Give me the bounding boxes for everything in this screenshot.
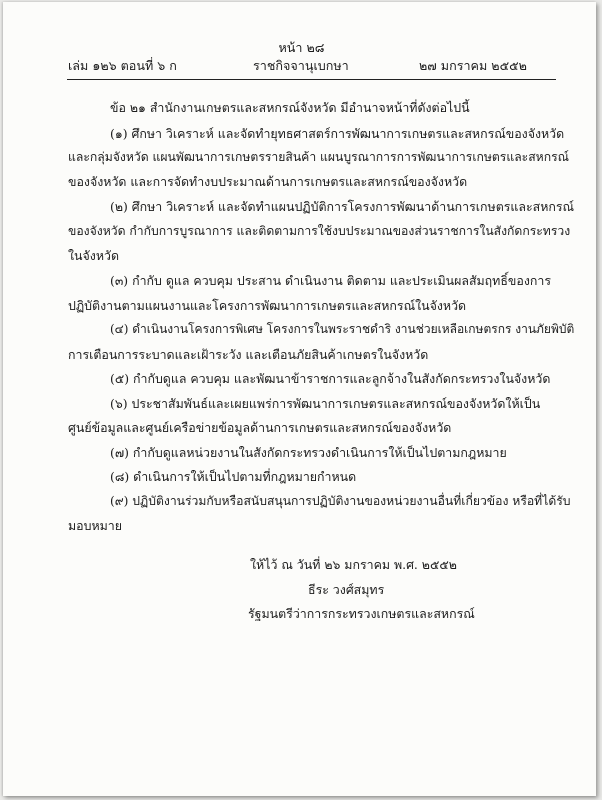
clause-2-line-3: ในจังหวัด [68, 248, 120, 263]
clause-1-line-2: และกลุ่มจังหวัด แผนพัฒนาการเกษตรรายสินค้า แผนบูรณาการการพัฒนาการเกษตรและสหกรณ์ [68, 150, 569, 164]
publication-date: ๒๗ มกราคม ๒๕๕๒ [419, 58, 527, 73]
clause-2-line-1: (๒) ศึกษา วิเคราะห์ และจัดทำแผนปฏิบัติการโครงการพัฒนาด้านการเกษตรและสหกรณ์ [110, 199, 575, 214]
signatory-name: ธีระ วงศ์สมุทร [308, 582, 385, 597]
volume-issue: เล่ม ๑๒๖ ตอนที่ ๖ ก [68, 58, 177, 73]
clause-3-line-2: ปฏิบัติงานตามแผนงานและโครงการพัฒนาการเกษตรและสหกรณ์ในจังหวัด [68, 298, 467, 313]
clause-2-line-2: ของจังหวัด กำกับการบูรณาการ และติดตามการใช้งบประมาณของส่วนราชการในสังกัดกระทรวง [68, 224, 571, 238]
given-on-date: ให้ไว้ ณ วันที่ ๒๖ มกราคม พ.ศ. ๒๕๕๒ [250, 557, 457, 572]
publication-name: ราชกิจจานุเบกษา [253, 58, 349, 73]
document-page [3, 2, 596, 796]
clause-6-line-1: (๖) ประชาสัมพันธ์และเผยแพร่การพัฒนาการเกษตรและสหกรณ์ของจังหวัดให้เป็น [110, 396, 541, 411]
clause-1-line-1: (๑) ศึกษา วิเคราะห์ และจัดทำยุทธศาสตร์การพัฒนาการเกษตรและสหกรณ์ของจังหวัด [110, 126, 565, 141]
clause-4-line-1: (๔) ดำเนินงานโครงการพิเศษ โครงการในพระราชดำริ งานช่วยเหลือเกษตรกร งานภัยพิบัติ [110, 322, 575, 336]
header-rule [67, 79, 556, 80]
clause-8-line-1: (๘) ดำเนินการให้เป็นไปตามที่กฎหมายกำหนด [110, 469, 357, 484]
clause-7-line-1: (๗) กำกับดูแลหน่วยงานในสังกัดกระทรวงดำเนินการให้เป็นไปตามกฎหมาย [110, 445, 507, 460]
clause-5-line-1: (๕) กำกับดูแล ควบคุม และพัฒนาข้าราชการและลูกจ้างในสังกัดกระทรวงในจังหวัด [110, 371, 551, 386]
clause-9-line-1: (๙) ปฏิบัติงานร่วมกับหรือสนับสนุนการปฏิบัติงานของหน่วยงานอื่นที่เกี่ยวข้อง หรือที่ได้รับ [110, 494, 571, 508]
section-heading: ข้อ ๒๑ สำนักงานเกษตรและสหกรณ์จังหวัด มีอำนาจหน้าที่ดังต่อไปนี้ [110, 100, 470, 115]
page-number: หน้า ๒๘ [278, 40, 325, 55]
clause-6-line-2: ศูนย์ข้อมูลและศูนย์เครือข่ายข้อมูลด้านการเกษตรและสหกรณ์ของจังหวัด [68, 420, 452, 435]
clause-9-line-2: มอบหมาย [68, 518, 123, 533]
clause-3-line-1: (๓) กำกับ ดูแล ควบคุม ประสาน ดำเนินงาน ติดตาม และประเมินผลสัมฤทธิ์ของการ [110, 273, 551, 288]
clause-1-line-3: ของจังหวัด และการจัดทำงบประมาณด้านการเกษตรและสหกรณ์ของจังหวัด [68, 174, 468, 189]
signatory-position: รัฐมนตรีว่าการกระทรวงเกษตรและสหกรณ์ [248, 606, 475, 621]
clause-4-line-2: การเตือนการระบาดและเฝ้าระวัง และเตือนภัยสินค้าเกษตรในจังหวัด [68, 347, 429, 362]
